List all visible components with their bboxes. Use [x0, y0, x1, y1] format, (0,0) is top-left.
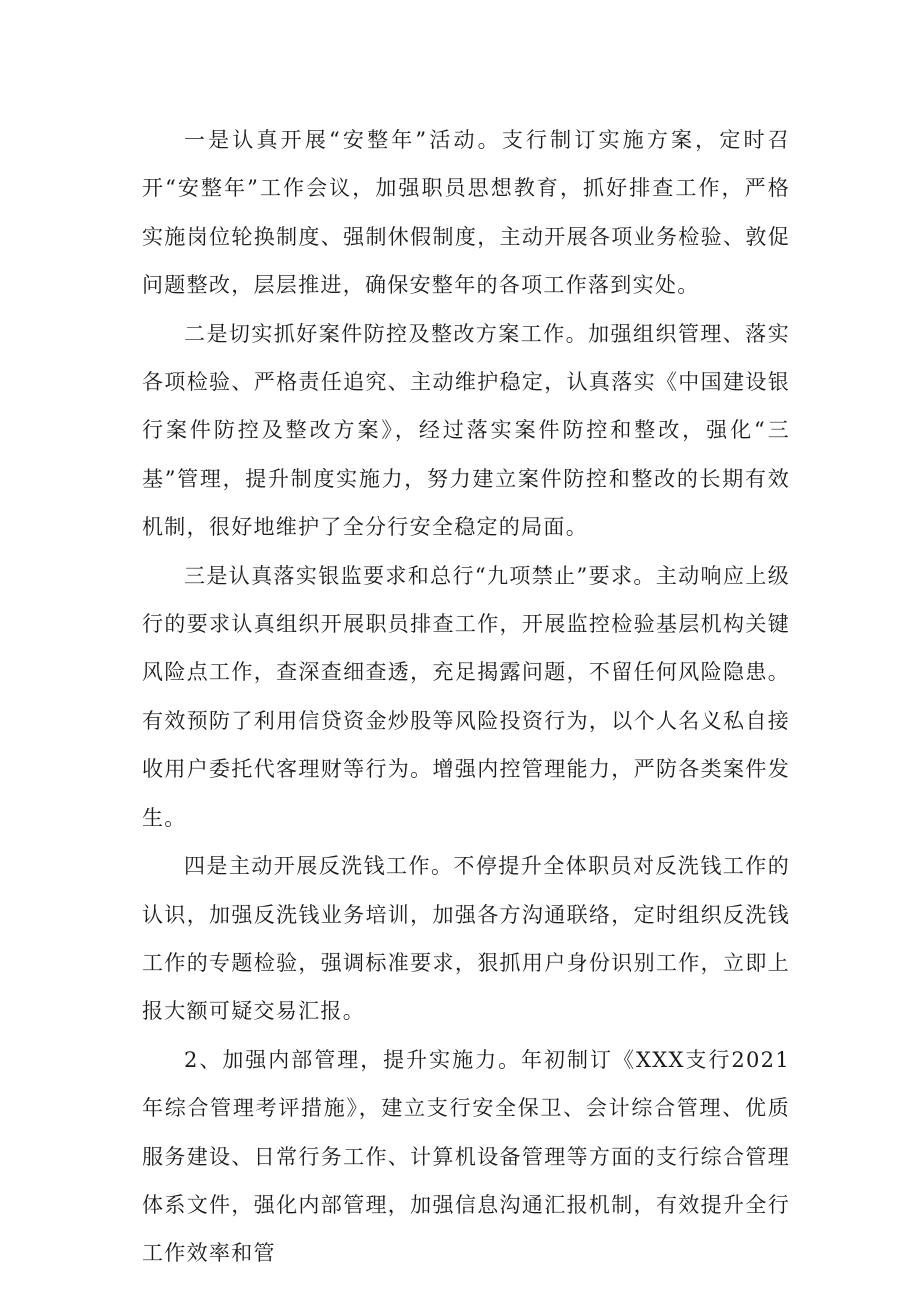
paragraph-anti-money-laundering: 四是主动开展反洗钱工作。不停提升全体职员对反洗钱工作的认识，加强反洗钱业务培训，加强各方沟通联络，定时组织反洗钱工作的专题检验，强调标准要求，狠抓用户身份识别工作，立即上报大额可疑交易汇报。	[142, 854, 790, 1024]
paragraph-regulatory-requirements: 三是认真落实银监要求和总行“九项禁止”要求。主动响应上级行的要求认真组织开展职员排查工作，开展监控检验基层机构关键风险点工作，查深查细查透，充足揭露问题，不留任何风险隐患。有效预防了利用信贷资金炒股等风险投资行为，以个人名义私自接收用户委托代客理财等行为。增强内控管理能力，严防各类案件发生。	[142, 563, 790, 830]
paragraph-internal-management: 2、加强内部管理，提升实施力。年初制订《XXX支行2021年综合管理考评措施》，建立支行安全保卫、会计综合管理、优质服务建设、日常行务工作、计算机设备管理等方面的支行综合管理体系文件，强化内部管理，加强信息沟通汇报机制，有效提升全行工作效率和管	[142, 1047, 790, 1266]
paragraph-an-zheng-nian: 一是认真开展“安整年”活动。支行制订实施方案，定时召开“安整年”工作会议，加强职员思想教育，抓好排查工作，严格实施岗位轮换制度、强制休假制度，主动开展各项业务检验、敦促问题整改，层层推进，确保安整年的各项工作落到实处。	[142, 128, 790, 298]
document-body	[142, 116, 790, 1278]
paragraph-case-prevention: 二是切实抓好案件防控及整改方案工作。加强组织管理、落实各项检验、严格责任追究、主动维护稳定，认真落实《中国建设银行案件防控及整改方案》，经过落实案件防控和整改，强化“三基”管理，提升制度实施力，努力建立案件防控和整改的长期有效机制，很好地维护了全分行安全稳定的局面。	[142, 321, 790, 540]
